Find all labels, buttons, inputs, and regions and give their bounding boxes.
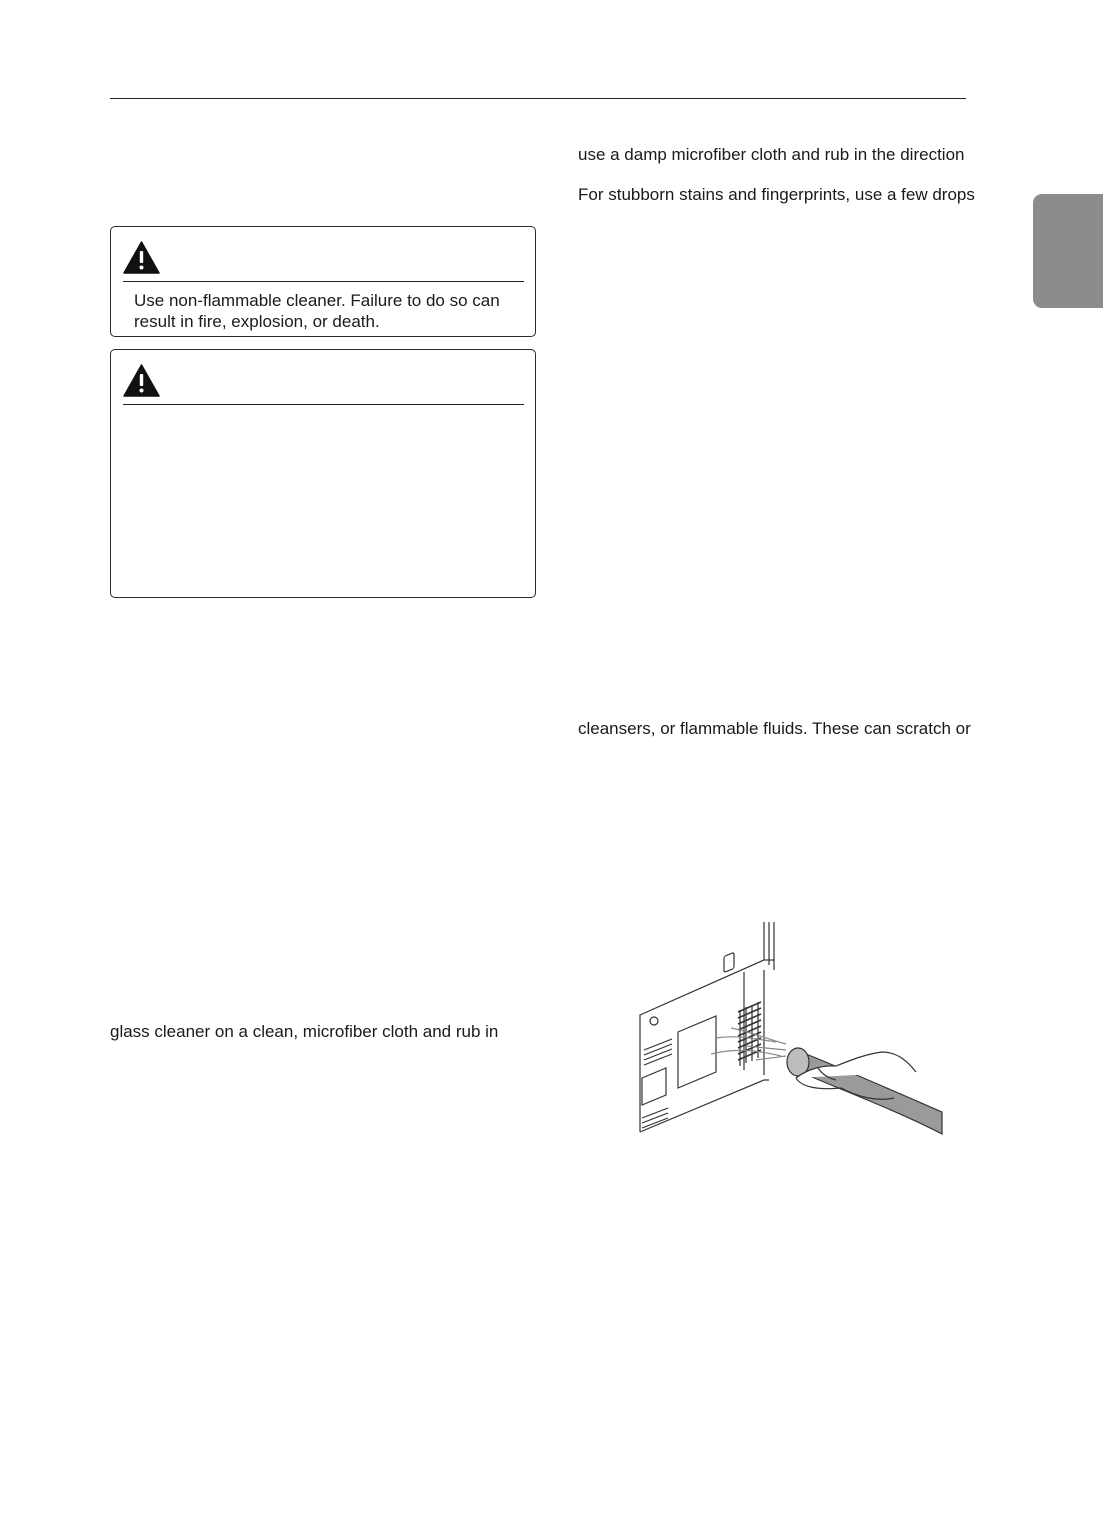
right-text-line-2: For stubborn stains and fingerprints, use a few drops <box>578 185 975 204</box>
warning-triangle-icon <box>123 364 160 397</box>
left-text-line-1: glass cleaner on a clean, microfiber cloth and rub in <box>110 1022 499 1041</box>
caution-divider <box>123 404 524 405</box>
caution-box <box>110 349 536 598</box>
warning-box <box>110 226 536 337</box>
right-text-line-1: use a damp microfiber cloth and rub in the direction <box>578 145 965 164</box>
warning-triangle-icon <box>123 241 160 274</box>
warning-divider <box>123 281 524 282</box>
warning-text: Use non-flammable cleaner. Failure to do so can result in fire, explosion, or death. <box>134 291 500 331</box>
right-text-line-3: cleansers, or flammable fluids. These can scratch or <box>578 719 971 738</box>
section-tab <box>1033 194 1103 308</box>
header-rule <box>110 98 966 99</box>
vacuuming-rear-grille-illustration <box>636 920 946 1135</box>
